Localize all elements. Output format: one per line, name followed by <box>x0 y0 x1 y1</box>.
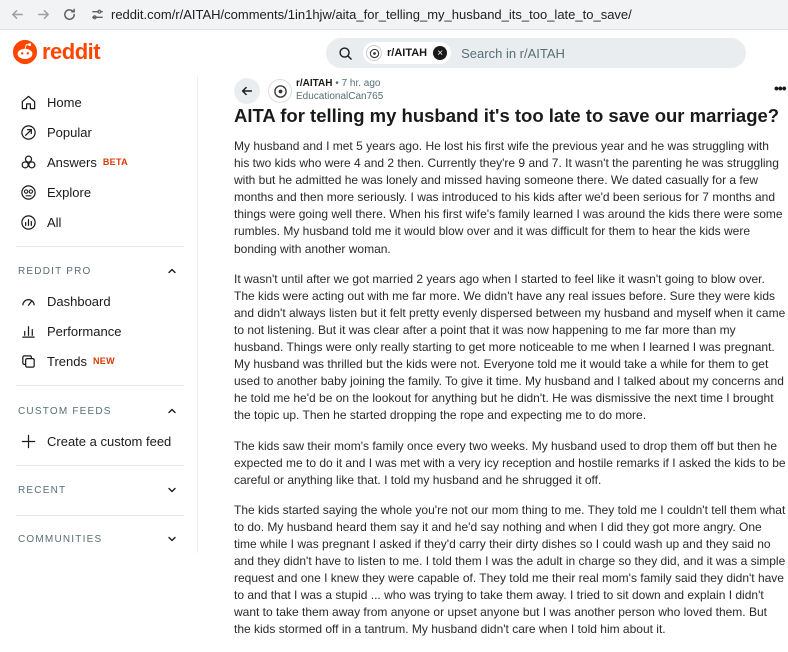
search-icon <box>338 46 353 61</box>
section-heading: CUSTOM FEEDS <box>18 405 112 417</box>
chevron-up-icon[interactable] <box>166 265 178 277</box>
section-heading: REDDIT PRO <box>18 265 92 277</box>
plus-icon <box>20 433 37 450</box>
clear-chip-icon[interactable]: × <box>433 46 447 60</box>
subreddit-link[interactable]: r/AITAH <box>296 78 333 89</box>
create-feed-label: Create a custom feed <box>47 433 172 449</box>
post-paragraph: The kids saw their mom's family once every two weeks. My husband used to drop them off but then he expected me to do it and I was met with a very icy reception and hostile remarks if I asked the kids to be careful or anything like that. I told my husband and he shrugged it off. <box>234 438 786 487</box>
subreddit-icon <box>273 84 288 99</box>
new-badge: NEW <box>92 356 115 366</box>
section-heading: COMMUNITIES <box>18 533 103 545</box>
trends-icon <box>20 353 37 370</box>
reddit-wordmark: reddit <box>42 39 101 64</box>
post-paragraph: My husband and I met 5 years ago. He lost his first wife the previous year and he was struggling with his two kids who were 4 and 2 then. Currently they're 9 and 7. It wasn't the parenting he was struggling with but he admitted he was lonely and missed having someone there. We dated casually for a few months and then more seriously. I was introduced to his kids after we'd been serious for 7 months and things were going well there. When his first wife's family learned I was around the kids there were some rumbles. My husband told me it would blow over and it was difficult for them to hear the kids were bonding with another woman. <box>234 139 783 256</box>
dashboard-icon <box>20 293 37 310</box>
sidebar-item-label: Explore <box>47 184 92 200</box>
sidebar-item-label: Popular <box>47 124 92 140</box>
sidebar-item-label: All <box>47 214 62 230</box>
address-bar[interactable] <box>90 3 632 27</box>
create-custom-feed-button[interactable] <box>20 431 171 451</box>
sidebar-item-label: Performance <box>47 323 122 339</box>
popular-icon <box>20 124 37 141</box>
post-paragraph: It wasn't until after we got married 2 years ago when I started to feel like it wasn't going to blow over. The kids were acting out with me far more. We didn't have any real issues before. Sure they were kids and didn't always listen but it felt pretty evenly dispersed between my husband and myself when it came to not listening. But it was clear after a point that it was now happening to me far more than my husband. Things were only really starting to get more noticeable to me when I learned I was pregnant. My husband was thrilled but the kids were not. Everyone told me it would take a while for them to get used to another baby joining the family. To give it time. My husband and I talked about my concerns and he told me he'd be on the lookout for anything but he didn't. He was dismissive the next time I brought the topic up. Then he started dropping the rope and expecting me to do more. <box>234 271 786 423</box>
sidebar-item-dashboard[interactable] <box>20 291 111 311</box>
browser-toolbar <box>0 0 788 30</box>
section-heading: RECENT <box>18 484 67 496</box>
search-bar[interactable] <box>326 38 746 68</box>
chip-label: r/AITAH <box>387 47 428 59</box>
post-author[interactable]: EducationalCan765 <box>296 91 384 102</box>
sidebar-divider <box>16 246 184 247</box>
sidebar-item-answers[interactable] <box>20 152 128 172</box>
section-header-custom-feeds[interactable] <box>18 403 178 419</box>
arrow-left-icon <box>240 84 254 98</box>
sidebar-divider <box>16 385 184 386</box>
sidebar-item-label: Dashboard <box>47 293 111 309</box>
url-text[interactable]: reddit.com/r/AITAH/comments/1in1hjw/aita_for_telling_my_husband_its_too_late_to_save/ <box>111 7 632 22</box>
chevron-down-icon[interactable] <box>166 484 178 496</box>
browser-forward-icon[interactable] <box>30 2 56 28</box>
chevron-down-icon[interactable] <box>166 533 178 545</box>
sidebar-item-home[interactable] <box>20 92 82 112</box>
section-header-recent[interactable] <box>18 482 178 498</box>
post-paragraph: The kids started saying the whole you're not our mom thing to me. They told me I couldn't tell them what to do. My husband heard them say it and he'd say nothing and when I did they got more angry. One time while I was pregnant I asked if they'd carry their dirty dishes so I could wash up and they said no and they didn't have to listen to me. I told them I was the adult in charge so they did, and it was a simple request and one I knew they were capable of. They told me their real mom's family said they didn't have to and that I was a stupid ... who was trying to take them away. I tried to sit down and explain I didn't want to take them away from anyone or upset anyone but I was another person who loved them. But the kids stormed off in a tantrum. My husband didn't care when I told him about it. <box>234 502 786 637</box>
post-meta <box>296 78 380 89</box>
section-header-reddit-pro[interactable] <box>18 263 178 279</box>
sidebar-item-explore[interactable] <box>20 182 91 202</box>
section-header-communities[interactable] <box>18 531 178 547</box>
post-body <box>234 138 786 652</box>
home-icon <box>20 94 37 111</box>
browser-back-icon[interactable] <box>4 2 30 28</box>
sidebar-divider <box>16 465 184 466</box>
sidebar-divider <box>16 515 184 516</box>
site-info-icon[interactable] <box>90 7 105 22</box>
sidebar-item-performance[interactable] <box>20 321 121 341</box>
browser-reload-icon[interactable] <box>56 2 82 28</box>
sidebar-item-label: Answers <box>47 154 97 170</box>
sidebar-item-popular[interactable] <box>20 122 92 142</box>
back-button[interactable] <box>234 78 260 104</box>
post-title: AITA for telling my husband it's too late to save our marriage? <box>234 105 780 126</box>
site-header <box>0 30 788 76</box>
sidebar-item-trends[interactable] <box>20 351 115 371</box>
all-icon <box>20 214 37 231</box>
chevron-up-icon[interactable] <box>166 405 178 417</box>
performance-icon <box>20 323 37 340</box>
sidebar-item-label: Trends <box>47 353 87 369</box>
answers-icon <box>20 154 37 171</box>
meta-separator: • <box>335 78 339 89</box>
subreddit-avatar-icon <box>366 45 382 61</box>
more-options-icon[interactable]: ••• <box>774 80 786 96</box>
reddit-snoo-icon <box>12 39 38 65</box>
sidebar-item-all[interactable] <box>20 212 61 232</box>
post-age: 7 hr. ago <box>341 78 381 89</box>
beta-badge: BETA <box>102 157 128 167</box>
explore-icon <box>20 184 37 201</box>
left-sidebar <box>0 76 198 553</box>
reddit-logo[interactable] <box>12 39 100 65</box>
sidebar-item-label: Home <box>47 94 82 110</box>
search-input[interactable]: Search in r/AITAH <box>461 45 565 61</box>
subreddit-avatar[interactable] <box>268 79 292 103</box>
subreddit-search-chip[interactable] <box>363 42 451 64</box>
